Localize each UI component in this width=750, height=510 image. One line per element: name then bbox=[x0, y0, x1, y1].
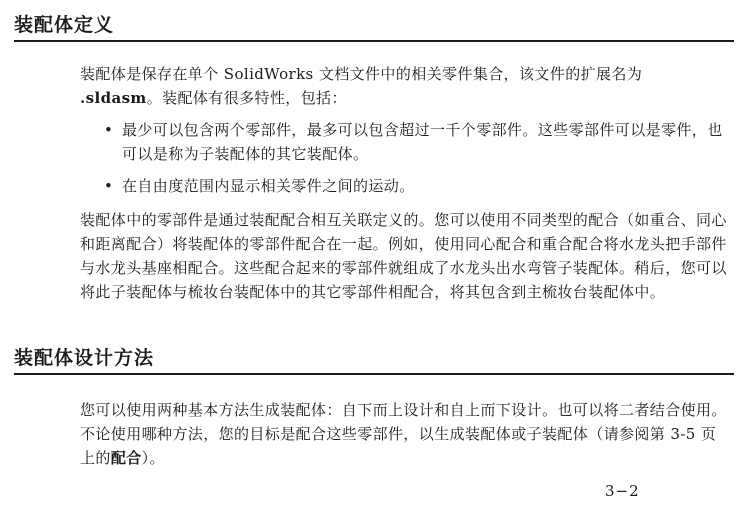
intro-text-end: 。装配体有很多特性，包括： bbox=[146, 89, 347, 107]
list-item bbox=[100, 118, 728, 166]
list-item bbox=[100, 174, 728, 198]
mates-reference-link[interactable]: 配合 bbox=[110, 449, 142, 467]
section-heading-design-methods: 装配体设计方法 bbox=[14, 345, 734, 375]
mates-paragraph: 装配体中的零部件是通过装配配合相互关联定义的。您可以使用不同类型的配合（如重合、同心和距离配合）将装配体的零部件配合在一起。例如，使用同心配合和重合配合将水龙头把手部件与水龙头基座相配合。这些配合起来的零部件就组成了水龙头出水弯管子装配体。稍后，您可以将此子装配体与梳妆台装配体中的其它零部件相配合，将其包含到主梳妆台装配体中。 bbox=[80, 211, 727, 301]
design-methods-paragraph bbox=[80, 398, 728, 470]
design-text-start: 您可以使用两种基本方法生成装配体：自下而上设计和自上而下设计。也可以将二者结合使用。不论使用哪种方法，您的目标是配合这些零部件，以生成装配体或子装配体（请参阅第 3-5 页上的 bbox=[80, 401, 727, 467]
list-item-text: 最少可以包含两个零部件，最多可以包含超过一千个零部件。这些零部件可以是零件，也可以是称为子装配体的其它装配体。 bbox=[122, 121, 723, 163]
section-heading-assembly-definition: 装配体定义 bbox=[14, 12, 734, 42]
design-text-end: ）。 bbox=[141, 449, 165, 467]
page-number: 3−2 bbox=[605, 482, 640, 500]
intro-text-start: 装配体是保存在单个 SolidWorks 文档文件中的相关零件集合，该文件的扩展名为 bbox=[80, 65, 643, 83]
file-extension: .sldasm bbox=[80, 89, 147, 107]
bullet-icon: • bbox=[104, 177, 114, 195]
bullet-icon: • bbox=[104, 121, 114, 139]
feature-list bbox=[100, 118, 728, 206]
list-item-text: 在自由度范围内显示相关零件之间的运动。 bbox=[122, 177, 415, 195]
intro-paragraph bbox=[80, 62, 728, 110]
